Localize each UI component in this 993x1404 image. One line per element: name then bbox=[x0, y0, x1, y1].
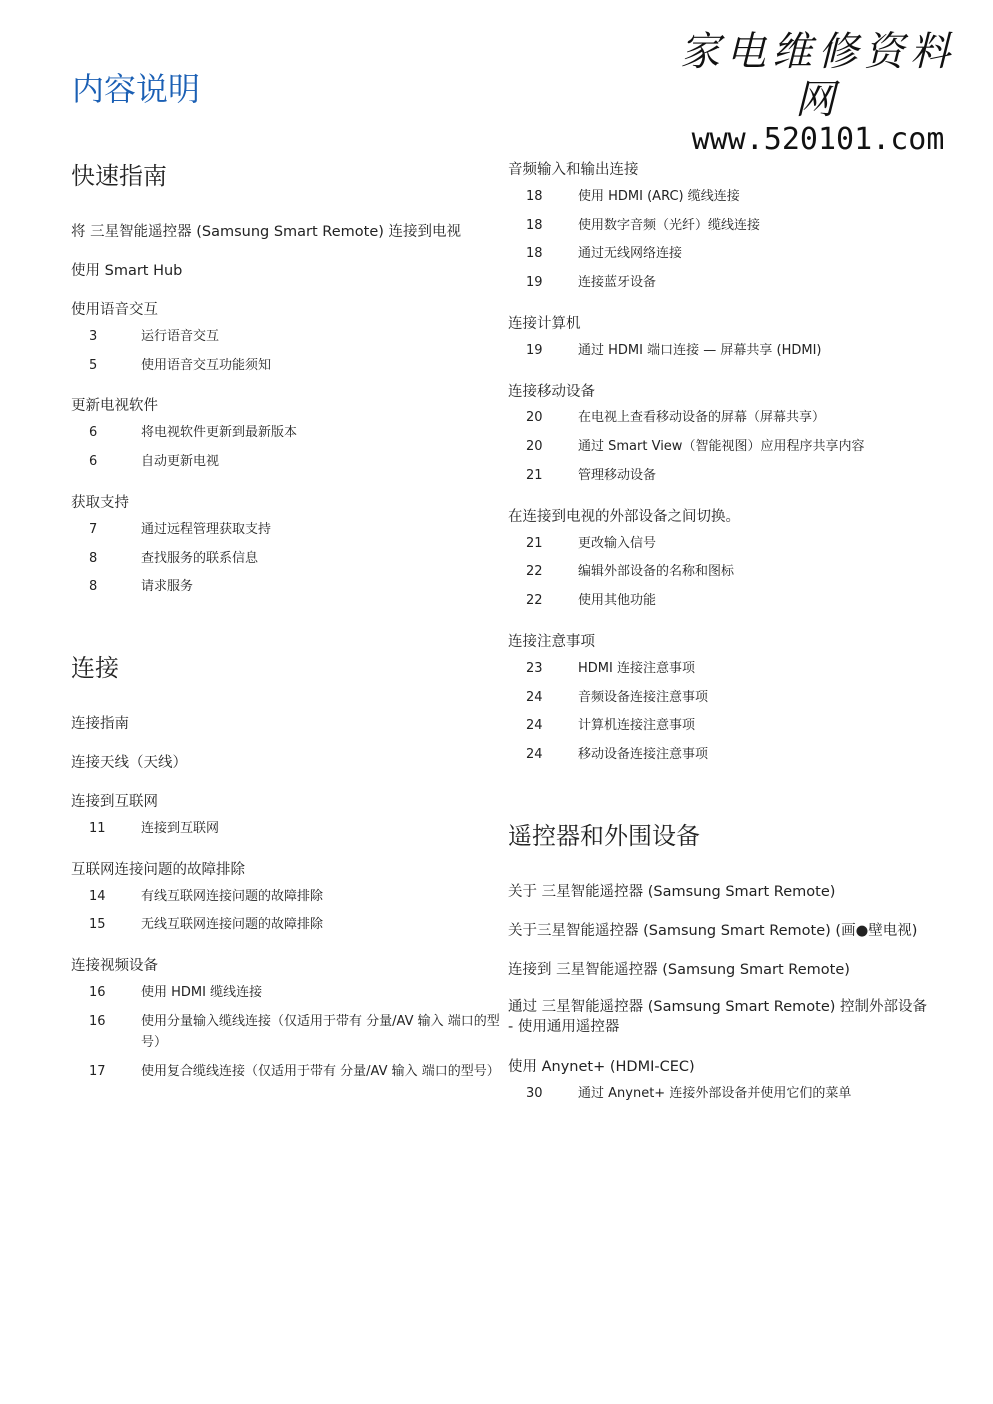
toc-topic[interactable]: 连接指南 bbox=[71, 716, 129, 732]
page-number: 15 bbox=[89, 917, 106, 932]
watermark-logo bbox=[672, 28, 964, 156]
toc-topic[interactable]: 使用语音交互 bbox=[71, 302, 158, 318]
page-number: 20 bbox=[526, 410, 543, 425]
subitem-label: 有线互联网连接问题的故障排除 bbox=[141, 889, 324, 904]
page-title: 内容说明 bbox=[72, 70, 201, 108]
toc-topic[interactable]: 使用 Anynet+ (HDMI-CEC) bbox=[508, 1059, 695, 1075]
toc-topic[interactable]: 使用 Smart Hub bbox=[71, 263, 183, 279]
page-number: 6 bbox=[89, 454, 98, 469]
page-number: 18 bbox=[526, 189, 543, 204]
subitem-label: 使用分量输入缆线连接（仅适用于带有 分量/AV 输入 端口的型号） bbox=[141, 1014, 500, 1050]
subitem-label: 通过 Anynet+ 连接外部设备并使用它们的菜单 bbox=[578, 1086, 852, 1101]
subitem-label: 无线互联网连接问题的故障排除 bbox=[141, 917, 324, 932]
page-number: 20 bbox=[526, 439, 543, 454]
section-title-remote: 遥控器和外围设备 bbox=[508, 822, 700, 850]
page-number: 17 bbox=[89, 1064, 106, 1079]
subitem-label: 使用语音交互功能须知 bbox=[141, 358, 272, 373]
subitem-label: 使用 HDMI (ARC) 缆线连接 bbox=[578, 189, 740, 204]
page-number: 11 bbox=[89, 821, 106, 836]
subitem-label: 自动更新电视 bbox=[141, 454, 220, 469]
subitem-label: 编辑外部设备的名称和图标 bbox=[578, 564, 735, 579]
subitem-label: 在电视上查看移动设备的屏幕（屏幕共享） bbox=[578, 410, 826, 425]
subitem-label: 使用数字音频（光纤）缆线连接 bbox=[578, 218, 761, 233]
subitem-label: 通过 HDMI 端口连接 — 屏幕共享 (HDMI) bbox=[578, 343, 822, 358]
subitem-label: 更改输入信号 bbox=[578, 536, 657, 551]
toc-topic[interactable]: 连接到互联网 bbox=[71, 794, 158, 810]
toc-topic[interactable]: 连接到 三星智能遥控器 (Samsung Smart Remote) bbox=[508, 962, 850, 978]
subitem-label: 查找服务的联系信息 bbox=[141, 551, 259, 566]
subitem-label: 通过无线网络连接 bbox=[578, 246, 683, 261]
page-number: 16 bbox=[89, 985, 106, 1000]
subitem-label: 使用复合缆线连接（仅适用于带有 分量/AV 输入 端口的型号） bbox=[141, 1064, 500, 1079]
subitem-label: 管理移动设备 bbox=[578, 468, 657, 483]
toc-topic[interactable]: 音频输入和输出连接 bbox=[508, 162, 639, 178]
section-title-quick-guide: 快速指南 bbox=[71, 162, 167, 190]
subitem-label: 请求服务 bbox=[141, 579, 194, 594]
page-number: 22 bbox=[526, 593, 543, 608]
toc-topic[interactable]: 连接视频设备 bbox=[71, 958, 158, 974]
subitem-label: 通过远程管理获取支持 bbox=[141, 522, 272, 537]
page-number: 24 bbox=[526, 747, 543, 762]
page-number: 24 bbox=[526, 690, 543, 705]
subitem-label: 运行语音交互 bbox=[141, 329, 220, 344]
toc-topic[interactable]: 连接天线（天线） bbox=[71, 755, 187, 771]
page-number: 18 bbox=[526, 246, 543, 261]
toc-topic[interactable]: 获取支持 bbox=[71, 495, 129, 511]
page-number: 22 bbox=[526, 564, 543, 579]
watermark-chinese: 家电维修资料网 bbox=[680, 29, 956, 123]
page-number: 18 bbox=[526, 218, 543, 233]
subitem-label: 连接蓝牙设备 bbox=[578, 275, 657, 290]
page-number: 16 bbox=[89, 1014, 106, 1029]
section-title-connection: 连接 bbox=[71, 654, 119, 682]
subitem-label: 音频设备连接注意事项 bbox=[578, 690, 709, 705]
page-number: 8 bbox=[89, 551, 98, 566]
page-number: 19 bbox=[526, 275, 543, 290]
page-number: 5 bbox=[89, 358, 98, 373]
page-number: 30 bbox=[526, 1086, 543, 1101]
page-number: 6 bbox=[89, 425, 98, 440]
page-number: 21 bbox=[526, 468, 543, 483]
toc-topic[interactable]: 将 三星智能遥控器 (Samsung Smart Remote) 连接到电视 bbox=[71, 224, 462, 240]
toc-topic[interactable]: 互联网连接问题的故障排除 bbox=[71, 862, 245, 878]
subitem-label: 移动设备连接注意事项 bbox=[578, 747, 709, 762]
toc-topic[interactable]: 关于 三星智能遥控器 (Samsung Smart Remote) bbox=[508, 884, 836, 900]
page-number: 14 bbox=[89, 889, 106, 904]
subitem-label: 通过 Smart View（智能视图）应用程序共享内容 bbox=[578, 439, 865, 454]
page-number: 21 bbox=[526, 536, 543, 551]
toc-topic[interactable]: 连接注意事项 bbox=[508, 634, 595, 650]
toc-topic[interactable]: 连接计算机 bbox=[508, 316, 581, 332]
toc-topic[interactable]: 关于三星智能遥控器 (Samsung Smart Remote) (画●壁电视) bbox=[508, 923, 918, 939]
subitem-label: 使用 HDMI 缆线连接 bbox=[141, 985, 263, 1000]
page-number: 23 bbox=[526, 661, 543, 676]
subitem-label: 计算机连接注意事项 bbox=[578, 718, 696, 733]
watermark-url: www.520101.com bbox=[691, 122, 945, 157]
page-number: 8 bbox=[89, 579, 98, 594]
toc-topic[interactable]: 连接移动设备 bbox=[508, 384, 595, 400]
toc-topic[interactable]: 在连接到电视的外部设备之间切换。 bbox=[508, 509, 740, 525]
page-number: 3 bbox=[89, 329, 98, 344]
toc-topic[interactable]: 更新电视软件 bbox=[71, 398, 158, 414]
page-number: 7 bbox=[89, 522, 98, 537]
page-number: 24 bbox=[526, 718, 543, 733]
subitem-label: 连接到互联网 bbox=[141, 821, 220, 836]
subitem-label: 将电视软件更新到最新版本 bbox=[141, 425, 298, 440]
toc-topic[interactable]: 通过 三星智能遥控器 (Samsung Smart Remote) 控制外部设备 - 使用通用遥控器 bbox=[508, 999, 928, 1035]
subitem-label: 使用其他功能 bbox=[578, 593, 657, 608]
page-number: 19 bbox=[526, 343, 543, 358]
subitem-label: HDMI 连接注意事项 bbox=[578, 661, 695, 676]
